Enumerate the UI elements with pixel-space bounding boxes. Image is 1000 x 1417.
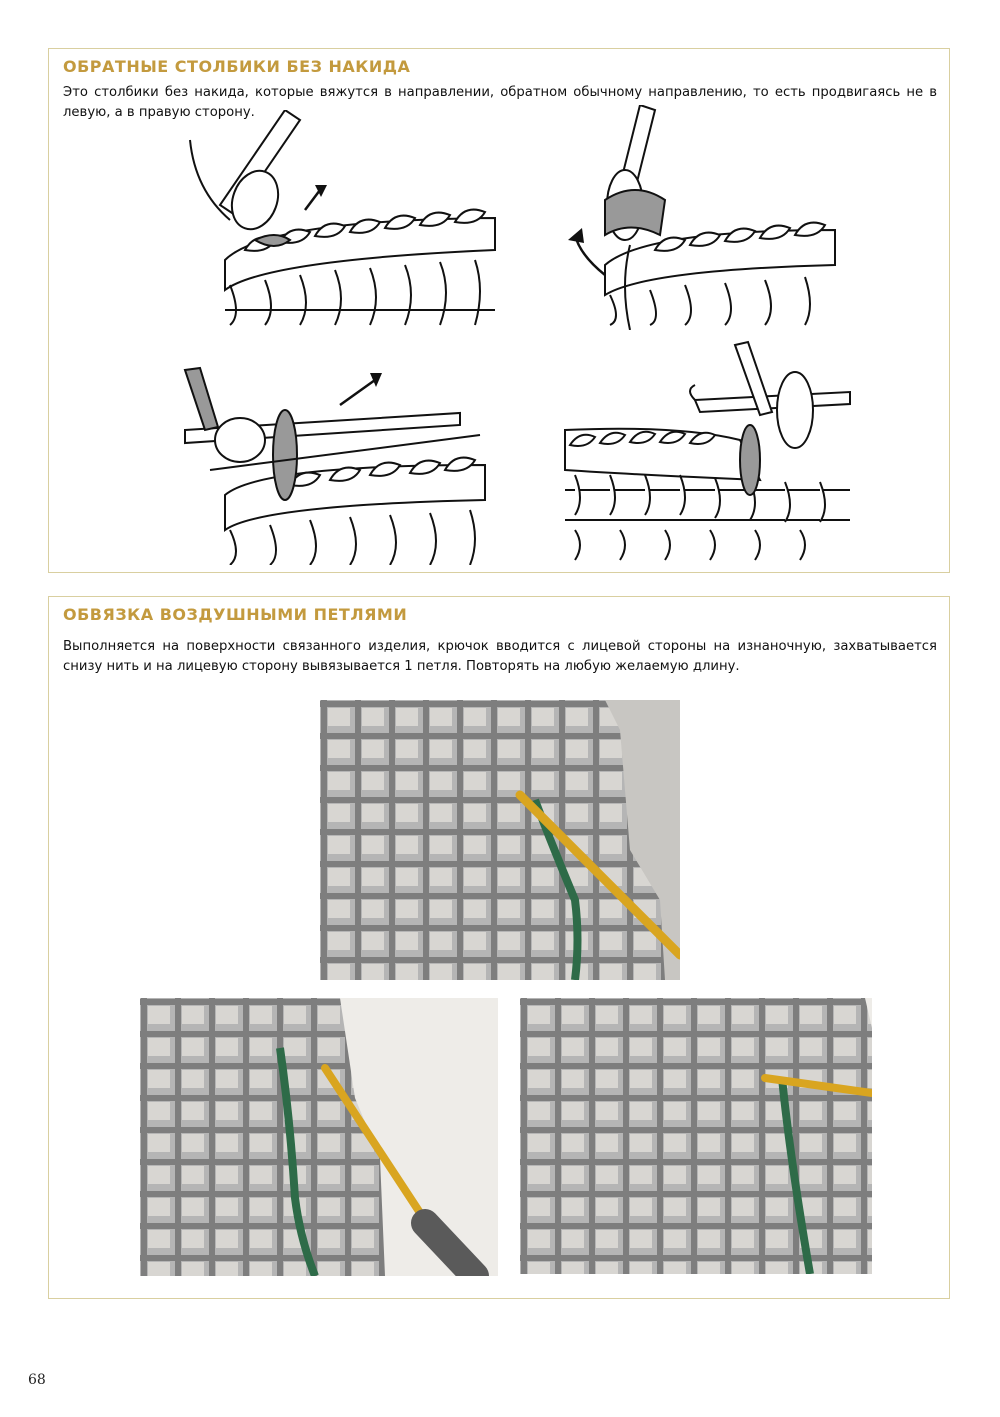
crochet-diagram-step-2 [565,105,840,330]
crochet-diagram-step-3 [180,365,490,565]
photo-step-2 [140,998,498,1276]
photo-step-3 [520,998,872,1274]
crochet-diagram-step-1 [185,110,505,330]
section-description: Выполняется на поверхности связанного изделия, крючок вводится с лицевой стороны на изнаночную, захватывается снизу нить и на лицевую сторону вывязывается 1 петля. Повторять на любую желаемую длину. [63,639,937,674]
section-description: Это столбики без накида, которые вяжутся в направлении, обратном обычному направлению, то есть продвигаясь не в левую, а в правую сторону. [63,85,937,120]
page-number: 68 [28,1372,46,1388]
section-title: ОБРАТНЫЕ СТОЛБИКИ БЕЗ НАКИДА [63,57,411,76]
section-title: ОБВЯЗКА ВОЗДУШНЫМИ ПЕТЛЯМИ [63,605,408,624]
crochet-diagram-step-4 [560,340,855,565]
photo-step-1 [320,700,680,980]
